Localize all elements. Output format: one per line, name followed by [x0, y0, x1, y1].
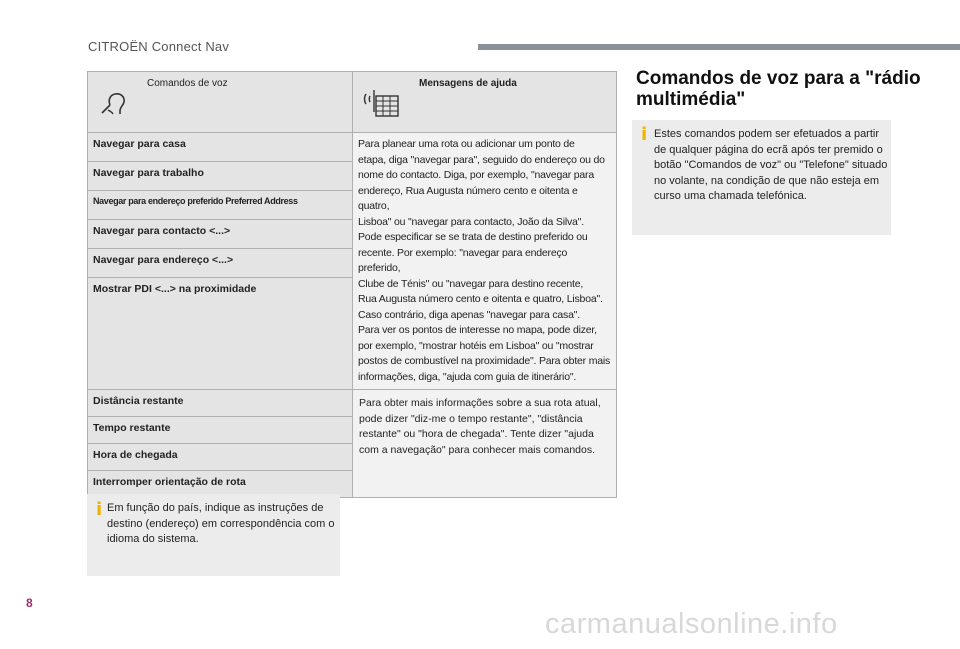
command-cell: Hora de chegada [88, 444, 353, 471]
help-line: etapa, diga "navegar para", seguido do endereço ou do [358, 153, 605, 166]
note-text: Em função do país, indique as instruções de destino (endereço) em correspondência com o idioma do sistema. [107, 502, 335, 545]
command-cell: Interromper orientação de rota [88, 471, 353, 498]
command-cell: Navegar para contacto <...> [88, 220, 353, 249]
info-icon: i [641, 124, 648, 145]
help-line: endereço, Rua Augusta número cento e oitenta e quatro, [358, 184, 578, 212]
command-cell: Mostrar PDI <...> na proximidade [88, 278, 353, 390]
voice-help-icon [363, 84, 401, 123]
help-line: Para planear uma rota ou adicionar um ponto de [358, 138, 575, 150]
help-line: informações, diga, "ajuda com guia de itinerário". [358, 370, 577, 383]
col2-header-label: Mensagens de ajuda [419, 78, 517, 89]
help-line: recente. Por exemplo: "navegar para endereço preferido, [358, 246, 568, 274]
watermark: carmanualsonline.info [545, 608, 838, 640]
voice-commands-table [87, 71, 617, 498]
note-box-language [87, 494, 340, 576]
help-line: postos de combustível na proximidade". Para obter mais [358, 355, 611, 367]
command-cell: Navegar para casa [88, 133, 353, 162]
section-title: Comandos de voz para a "rádio multimédia" [636, 68, 921, 110]
help-cell-route-info: Para obter mais informações sobre a sua rota atual, pode dizer "diz-me o tempo restante", "distância restante" ou "hora de chegada". Tente dizer "ajuda com a navegação" para conhecer mais comandos. [353, 390, 617, 498]
help-line: Lisboa" ou "navegar para contacto, João da Silva". [358, 215, 584, 228]
voice-command-icon [98, 86, 132, 121]
command-cell: Distância restante [88, 390, 353, 417]
info-icon: i [96, 499, 103, 520]
note-box-commands [632, 120, 891, 235]
command-cell: Navegar para endereço preferido Preferred Address [88, 191, 353, 220]
help-line: Pode especificar se se trata de destino preferido ou [358, 231, 588, 243]
help-line: Para ver os pontos de interesse no mapa, pode dizer, [358, 324, 597, 336]
page-number: 8 [26, 596, 33, 610]
help-line: por exemplo, "mostrar hotéis em Lisboa" ou "mostrar [358, 339, 594, 352]
command-cell: Tempo restante [88, 417, 353, 444]
help-line: Clube de Ténis" ou "navegar para destino recente, [358, 277, 584, 290]
header-bar [478, 44, 960, 50]
header-cell-help-messages [353, 72, 617, 133]
help-line: Caso contrário, diga apenas "navegar para casa". [358, 308, 580, 321]
header-cell-voice-commands [88, 72, 353, 133]
command-cell: Navegar para endereço <...> [88, 249, 353, 278]
command-cell: Navegar para trabalho [88, 162, 353, 191]
col1-header-label: Comandos de voz [147, 78, 228, 89]
help-cell-navigation [353, 133, 617, 390]
help-line: Rua Augusta número cento e oitenta e quatro, Lisboa". [358, 293, 603, 305]
help-line: nome do contacto. Diga, por exemplo, "navegar para [358, 169, 594, 181]
header-title: CITROËN Connect Nav [88, 39, 230, 54]
note-text: Estes comandos podem ser efetuados a partir de qualquer página do ecrã após ter premido o botão "Comandos de voz" ou "Telefone" situado no volante, na condição de que não esteja em curso uma chamada telefónica. [654, 128, 888, 202]
